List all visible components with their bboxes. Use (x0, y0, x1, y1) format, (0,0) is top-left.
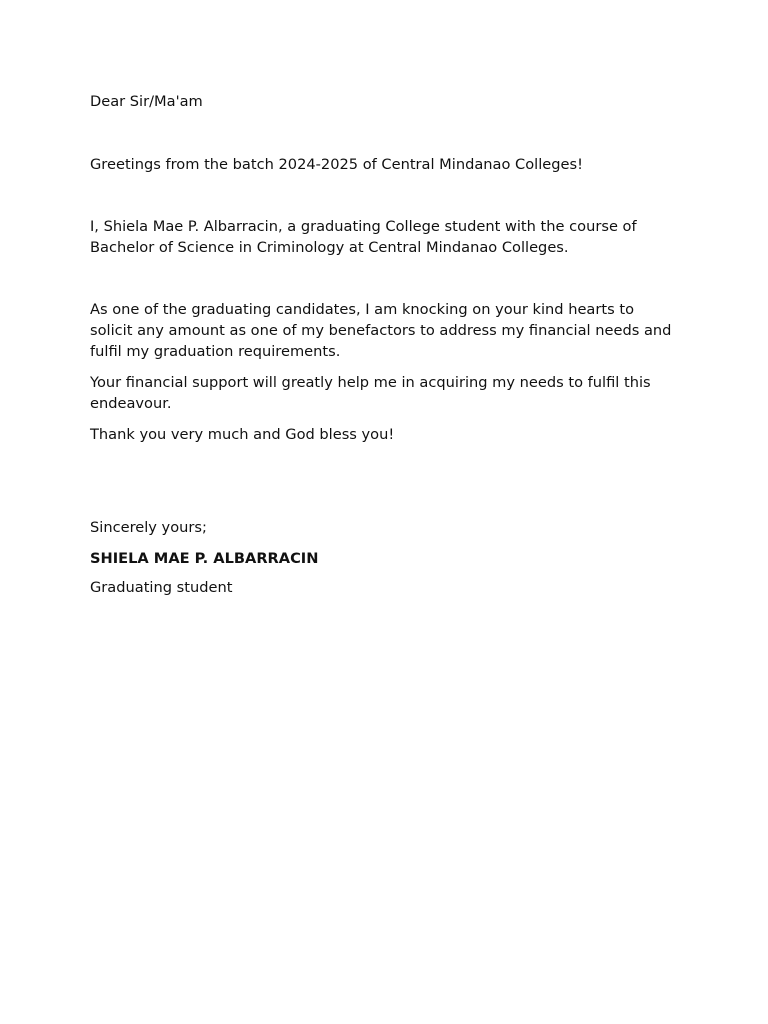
greeting-paragraph: Greetings from the batch 2024-2025 of Central Mindanao Colleges! (90, 156, 583, 173)
thanks-paragraph: Thank you very much and God bless you! (90, 426, 395, 443)
signature-name: SHIELA MAE P. ALBARRACIN (90, 550, 319, 567)
request-paragraph: As one of the graduating candidates, I am knocking on your kind hearts to solicit any amount as one of my benefactors to address my financial needs and fulfil my graduation requirements. (90, 301, 672, 360)
signature-title: Graduating student (90, 579, 233, 596)
support-paragraph: Your financial support will greatly help me in acquiring my needs to fulfil this endeavour. (90, 374, 651, 412)
salutation: Dear Sir/Ma'am (90, 93, 203, 110)
closing-line: Sincerely yours; (90, 519, 207, 536)
introduction-paragraph: I, Shiela Mae P. Albarracin, a graduating College student with the course of Bachelor of Science in Criminology at Central Mindanao Colleges. (90, 218, 637, 256)
